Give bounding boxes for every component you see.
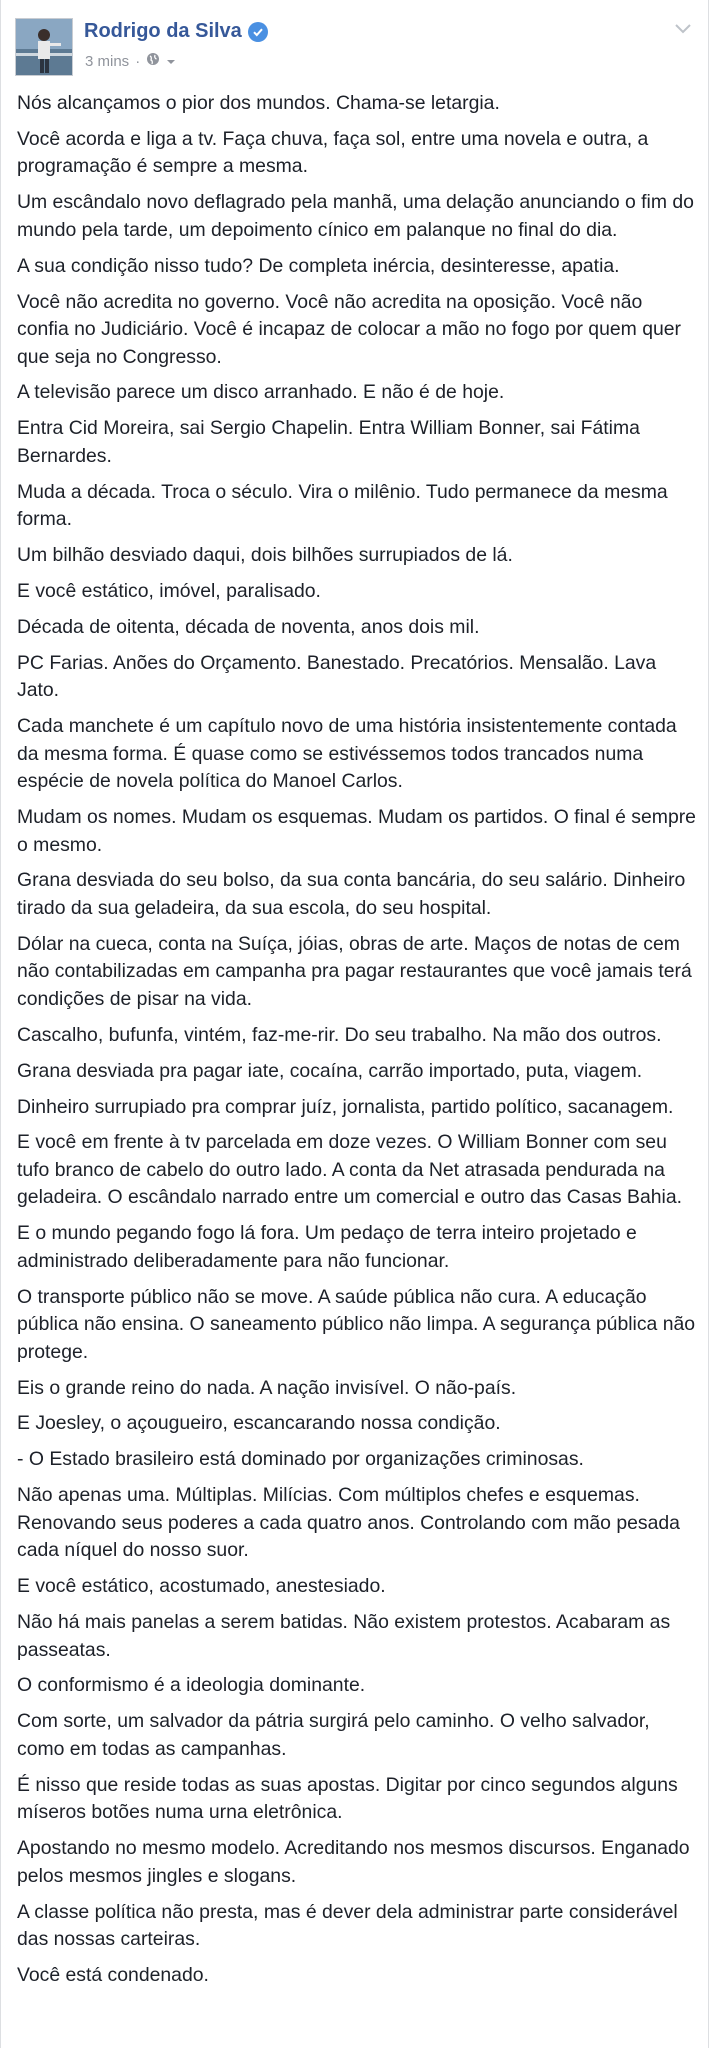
- post-meta: [85, 52, 176, 70]
- post-paragraph: Eis o grande reino do nada. A nação invisível. O não-país.: [17, 1376, 517, 1399]
- post-timestamp[interactable]: 3 mins: [85, 52, 130, 70]
- post-paragraph: Cada manchete é um capítulo novo de uma história insistentemente contada da mesma forma. É quase como se estivéssemos todos trancados numa espécie de novela política do Manoel Carlos.: [17, 715, 677, 793]
- post-paragraph: E você em frente à tv parcelada em doze vezes. O William Bonner com seu tufo branco de cabelo do outro lado. A conta da Net atrasada pendurada na geladeira. O escândalo narrado entre um comercial e outro das Casas Bahia.: [17, 1131, 683, 1209]
- post-paragraph: A televisão parece um disco arranhado. E não é de hoje.: [17, 381, 505, 404]
- avatar-photo: [16, 19, 72, 75]
- post-paragraph: Você está condenado.: [17, 1963, 209, 1986]
- post-paragraph: PC Farias. Anões do Orçamento. Banestado. Precatórios. Mensalão. Lava Jato.: [17, 651, 657, 702]
- post-body: [17, 90, 697, 1998]
- post-paragraph: Dinheiro surrupiado pra comprar juíz, jornalista, partido político, sacanagem.: [17, 1095, 674, 1118]
- post-paragraph: Apostando no mesmo modelo. Acreditando nos mesmos discursos. Enganado pelos mesmos jingles e slogans.: [17, 1837, 690, 1887]
- post-paragraph: Dólar na cueca, conta na Suíça, jóias, obras de arte. Maços de notas de cem não contabilizadas em campanha pra pagar restaurantes que você jamais terá condições de pisar na vida.: [17, 932, 692, 1010]
- post-paragraph: A sua condição nisso tudo? De completa inércia, desinteresse, apatia.: [17, 254, 620, 277]
- post-paragraph: E Joesley, o açougueiro, escancarando nossa condição.: [17, 1412, 501, 1435]
- post-paragraph: Muda a década. Troca o século. Vira o milênio. Tudo permanece da mesma forma.: [17, 480, 668, 531]
- post-paragraph: Com sorte, um salvador da pátria surgirá pelo caminho. O velho salvador, como em todas as campanhas.: [17, 1710, 650, 1760]
- post-paragraph: O transporte público não se move. A saúde pública não cura. A educação pública não ensina. O saneamento público não limpa. A segurança pública não protege.: [17, 1285, 696, 1363]
- author-name[interactable]: [84, 20, 268, 43]
- post-paragraph: Mudam os nomes. Mudam os esquemas. Mudam os partidos. O final é sempre o mesmo.: [17, 806, 696, 856]
- post-paragraph: Não há mais panelas a serem batidas. Não existem protestos. Acabaram as passeatas.: [17, 1611, 671, 1661]
- avatar[interactable]: [15, 18, 73, 76]
- post-paragraph: O conformismo é a ideologia dominante.: [17, 1674, 366, 1697]
- post-paragraph: Grana desviada pra pagar iate, cocaína, carrão importado, puta, viagem.: [17, 1059, 643, 1082]
- post-paragraph: Entra Cid Moreira, sai Sergio Chapelin. Entra William Bonner, sai Fátima Bernardes.: [17, 417, 640, 467]
- post-paragraph: A classe política não presta, mas é dever dela administrar parte considerável das nossas carteiras.: [17, 1900, 678, 1950]
- post-paragraph: Não apenas uma. Múltiplas. Milícias. Com múltiplos chefes e esquemas. Renovando seus poderes a cada quatro anos. Controlando com mão pesada cada níquel do nosso suor.: [17, 1484, 680, 1562]
- post-paragraph: Um escândalo novo deflagrado pela manhã, uma delação anunciando o fim do mundo pela tarde, um depoimento cínico em palanque no final do dia.: [17, 191, 694, 241]
- post-paragraph: Um bilhão desviado daqui, dois bilhões surrupiados de lá.: [17, 544, 513, 567]
- globe-icon[interactable]: [146, 52, 160, 70]
- chevron-down-icon[interactable]: [674, 22, 692, 40]
- post-paragraph: Você não acredita no governo. Você não acredita na oposição. Você não confia no Judiciário. Você é incapaz de colocar a mão no fogo por quem quer que seja no Congresso.: [17, 290, 682, 368]
- post-paragraph: E o mundo pegando fogo lá fora. Um pedaço de terra inteiro projetado e administrado deliberadamente para não funcionar.: [17, 1222, 637, 1272]
- post-paragraph: Cascalho, bufunfa, vintém, faz-me-rir. Do seu trabalho. Na mão dos outros.: [17, 1023, 662, 1046]
- post-paragraph: E você estático, imóvel, paralisado.: [17, 580, 321, 603]
- post-paragraph: Você acorda e liga a tv. Faça chuva, faça sol, entre uma novela e outra, a programação é sempre a mesma.: [17, 127, 649, 178]
- verified-badge-icon: [248, 22, 268, 42]
- post-paragraph: Nós alcançamos o pior dos mundos. Chama-se letargia.: [17, 92, 500, 114]
- post-paragraph: É nisso que reside todas as suas apostas. Digitar por cinco segundos alguns míseros botões numa urna eletrônica.: [17, 1773, 678, 1824]
- author-name-text[interactable]: Rodrigo da Silva: [84, 20, 242, 42]
- post-header: [1, 0, 708, 80]
- separator-dot: ·: [135, 52, 141, 70]
- post-paragraph: Grana desviada do seu bolso, da sua conta bancária, do seu salário. Dinheiro tirado da sua geladeira, da sua escola, do seu hospital.: [17, 869, 686, 919]
- post-paragraph: - O Estado brasileiro está dominado por organizações criminosas.: [17, 1448, 584, 1471]
- post-paragraph: Década de oitenta, década de noventa, anos dois mil.: [17, 615, 480, 638]
- privacy-chevron-down-icon[interactable]: [166, 53, 176, 70]
- post-paragraph: E você estático, acostumado, anestesiado.: [17, 1575, 386, 1598]
